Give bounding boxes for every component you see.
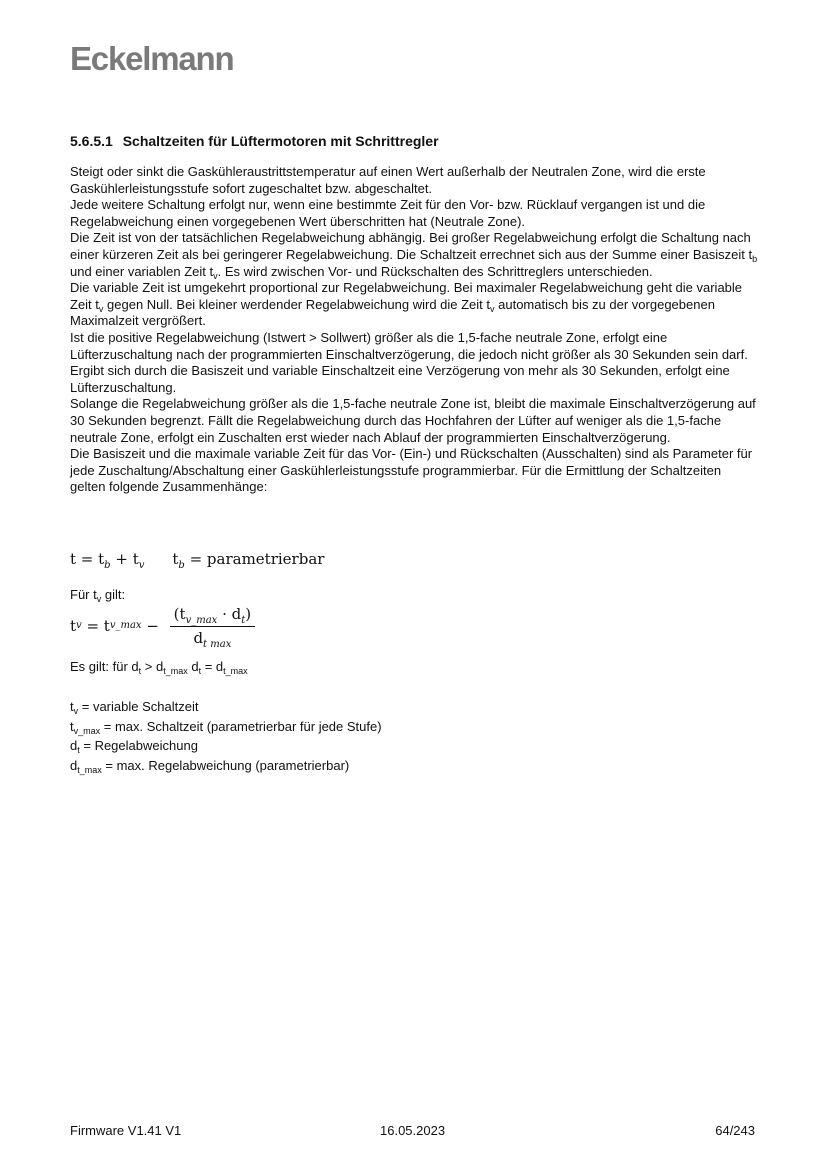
formula-intro: Für $t_v$ gilt: [70,587,126,604]
formula-fraction [170,605,255,650]
section-number: 5.6.5.1 [70,133,113,149]
paragraph: Die variable Zeit ist umgekehrt proportional zur Regelabweichung. Bei maximaler Regelabweichung geht die variable Zeit $t_v$ gegen Null. Bei kleiner werdender Regelabweichung wird die Zeit $t_v$ automatisch bis zu der vorgegebenen Maximalzeit vergrößert. [70,280,743,329]
paragraph: Jede weitere Schaltung erfolgt nur, wenn eine bestimmte Zeit für den Vor- bzw. Rücklauf vergangen ist und die Regelabweichung einen vorgegebenen Wert überschritten hat (Neutrale Zone). [70,197,706,229]
definition-item: $t_{v\_max} = \max$. Schaltzeit (parametrierbar für jede Stufe) [70,718,382,736]
paragraph: Die Basiszeit und die maximale variable Zeit für das Vor- (Ein-) und Rückschalten (Ausschalten) sind als Parameter für jede Zuschaltung/Abschaltung einer Gaskühlerleistungsstufe programmierbar. Für die Ermittlung der Schaltzeiten gelten folgende Zusammenhänge: [70,446,753,495]
definitions-list [70,697,382,775]
condition-text: Es gilt: für $d_t > d_{t\_max}$ $d_t = d_{t\_max}$ [70,659,248,676]
footer-date: 16.05.2023 [380,1123,446,1138]
fraction-denominator: $d_{t max}$ [193,629,232,650]
definition-item: $t_v$ = variable Schaltzeit [70,699,199,716]
paragraph: Steigt oder sinkt die Gaskühleraustrittstemperatur auf einen Wert außerhalb der Neutralen Zone, wird die erste Gaskühlerleistungsstufe sofort zugeschaltet bzw. abgeschaltet. [70,164,706,196]
formula-variable-time: t v = t v_max − $\frac{(t_{v\_max} \cdot d_t)}{d_{t max}}$ [70,605,255,647]
fraction-numerator: $(t_{v\_max} \cdot d_t)$ [170,605,255,627]
paragraph: Die Zeit ist von der tatsächlichen Regelabweichung abhängig. Bei großer Regelabweichung erfolgt die Schaltung nach einer kürzeren Zeit als bei geringerer Regelabweichung. Die Schaltzeit errechnet sich aus der Summe einer Basiszeit $t_b$ und einer variablen Zeit $t_v$. Es wird zwischen Vor- und Rückschalten des Schrittreglers unterschieden. [70,230,758,281]
company-logo: Eckelmann [70,40,234,77]
paragraph: Solange die Regelabweichung größer als die 1,5-fache neutrale Zone ist, bleibt die maximale Einschaltverzögerung auf 30 Sekunden begrenzt. Fällt die Regelabweichung durch das Hochfahren der Lüfter auf weniger als die 1,5-fache neutrale Zone, erfolgt ein Zuschalten erst wieder nach Ablauf der programmierten Einschaltverzögerung. [70,396,756,445]
definition-item: $d_{t\_max} = \max$. Regelabweichung (parametrierbar) [70,757,350,775]
footer-page-number: 64/243 [715,1123,755,1138]
footer-firmware: Firmware V1.41 V1 [70,1123,182,1138]
section-heading [70,133,439,149]
definition-item: $d_t$ = Regelabweichung [70,738,198,755]
body-text [70,164,758,496]
paragraph: Ist die positive Regelabweichung (Istwert > Sollwert) größer als die 1,5-fache neutrale Zone, erfolgt eine Lüfterzuschaltung nach der programmierten Einschaltverzögerung, die jedoch nicht größer als 30 Sekunden sein darf. Ergibt sich durch die Basiszeit und variable Einschaltzeit eine Verzögerung von mehr als 30 Sekunden, erfolgt eine Lüfterzuschaltung. [70,329,748,395]
formula-total-time: $t = t_b + t_v$ $t_b$ = parametrierbar [70,550,325,571]
section-title: Schaltzeiten für Lüftermotoren mit Schrittregler [122,133,439,149]
